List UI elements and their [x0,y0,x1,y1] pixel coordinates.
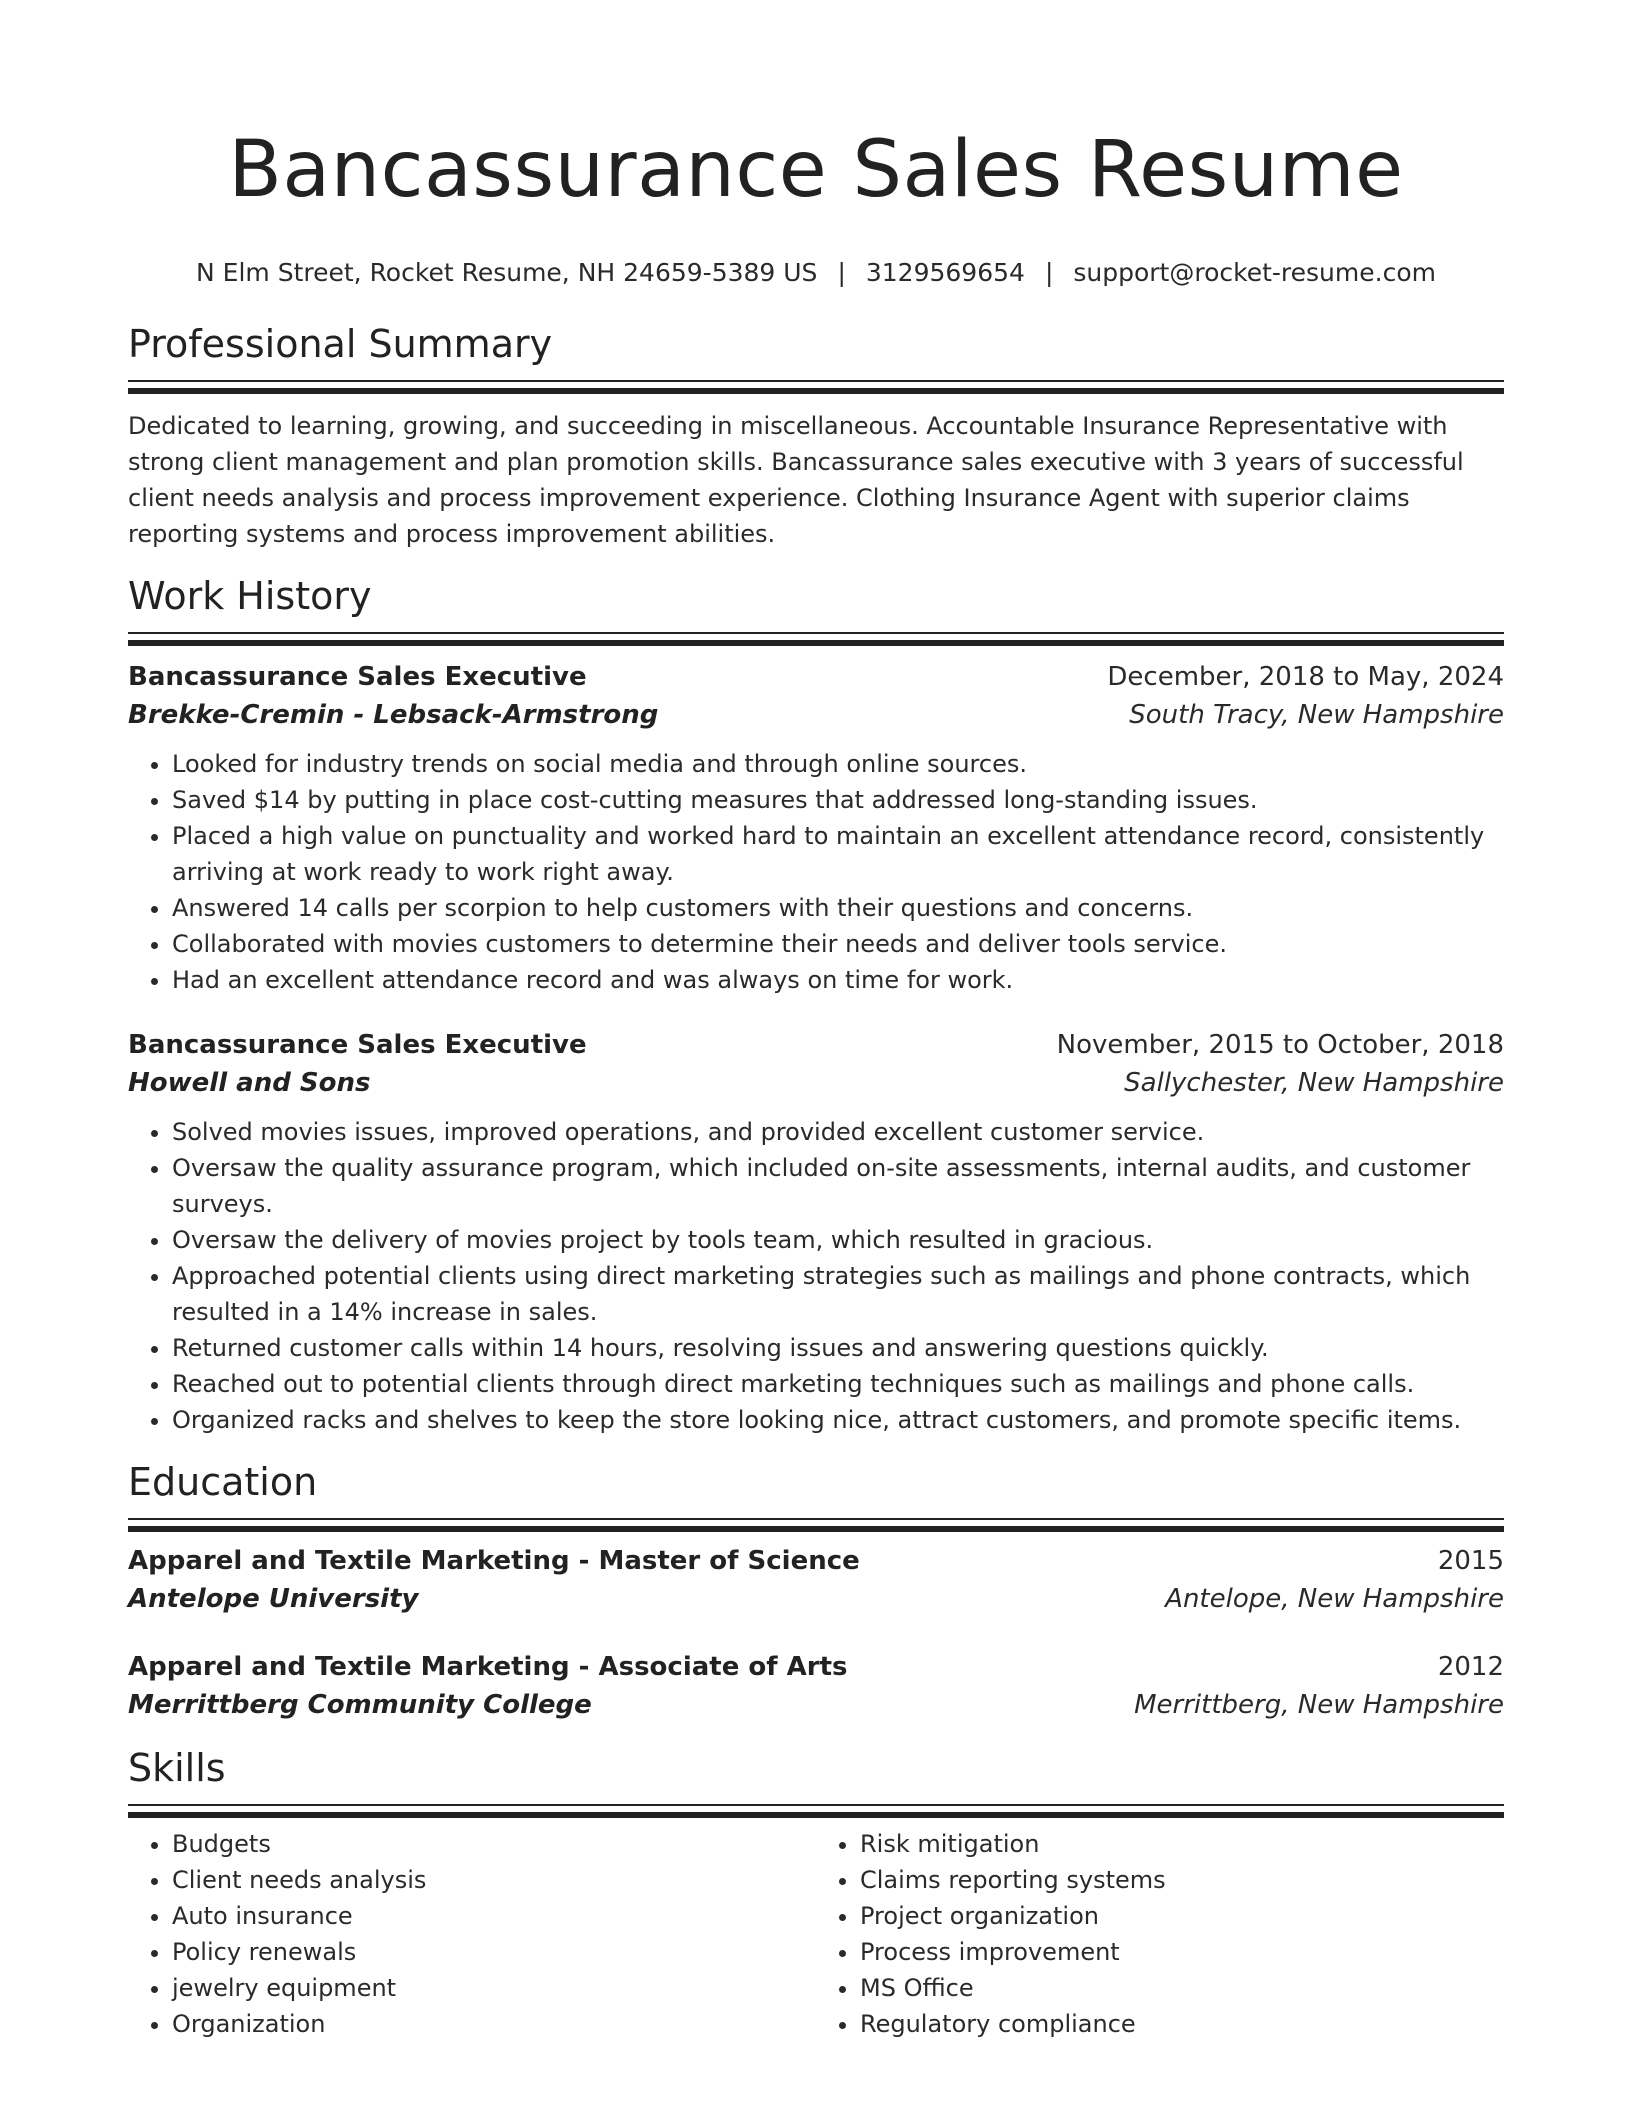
education-year: 2012 [1437,1652,1504,1682]
section-divider [128,380,1504,398]
education-heading: Education [128,1460,318,1504]
job-bullets [128,1114,1504,1438]
skills-left-list [128,1826,816,2042]
job-dates: November, 2015 to October, 2018 [1056,1030,1504,1060]
skills-section [128,1744,1504,2042]
section-divider [128,1804,1504,1822]
summary-section [128,320,1504,552]
job-location: Sallychester, New Hampshire [1124,1068,1504,1098]
education-location: Merrittberg, New Hampshire [1134,1690,1504,1720]
skill-item: • Regulatory compliance [860,2006,1504,2042]
job-bullet: • Solved movies issues, improved operations, and provided excellent customer service. [172,1114,1504,1150]
education-school: Antelope University [128,1584,419,1614]
education-header-row [128,1542,1504,1580]
job-title: Bancassurance Sales Executive [128,662,587,692]
job-header-row [128,1026,1504,1064]
skills-columns [128,1822,1504,2042]
education-entry [128,1648,1504,1724]
job-bullet: • Reached out to potential clients through direct marketing techniques such as mailings and phone calls. [172,1366,1504,1402]
education-school: Merrittberg Community College [128,1690,592,1720]
job-header-row [128,658,1504,696]
skill-item: • Policy renewals [172,1934,816,1970]
skill-item: • Claims reporting systems [860,1862,1504,1898]
job-company-row [128,1064,1504,1102]
contact-address: N Elm Street, Rocket Resume, NH 24659-5389 US [196,258,818,287]
skill-item: • Organization [172,2006,816,2042]
education-section [128,1458,1504,1724]
summary-heading: Professional Summary [128,322,553,366]
job-bullet: • Approached potential clients using direct marketing strategies such as mailings and phone contracts, which resulted in a 14% increase in sales. [172,1258,1504,1330]
job-bullet: • Placed a high value on punctuality and worked hard to maintain an excellent attendance record, consistently arriving at work ready to work right away. [172,818,1504,890]
education-header-row [128,1648,1504,1686]
resume-page [128,0,1504,2042]
contact-separator: | [837,258,846,287]
section-divider [128,632,1504,650]
skill-item: • MS Office [860,1970,1504,2006]
job-bullet: • Organized racks and shelves to keep the store looking nice, attract customers, and promote specific items. [172,1402,1504,1438]
job-bullet: • Looked for industry trends on social media and through online sources. [172,746,1504,782]
education-school-row [128,1580,1504,1618]
job-dates: December, 2018 to May, 2024 [1107,662,1504,692]
job-company: Howell and Sons [128,1068,371,1098]
job-company: Brekke-Cremin - Lebsack-Armstrong [128,700,659,730]
skill-item: • Client needs analysis [172,1862,816,1898]
education-location: Antelope, New Hampshire [1165,1584,1504,1614]
skills-heading: Skills [128,1746,226,1790]
education-year: 2015 [1437,1546,1504,1576]
skills-right-list [816,1826,1504,2042]
skill-item: • Risk mitigation [860,1826,1504,1862]
job-bullets [128,746,1504,998]
job-company-row [128,696,1504,734]
education-entry [128,1542,1504,1618]
education-school-row [128,1686,1504,1724]
job-bullet: • Oversaw the delivery of movies project by tools team, which resulted in gracious. [172,1222,1504,1258]
contact-phone: 3129569654 [865,258,1025,287]
job-bullet: • Had an excellent attendance record and was always on time for work. [172,962,1504,998]
job-bullet: • Answered 14 calls per scorpion to help customers with their questions and concerns. [172,890,1504,926]
contact-separator: | [1044,258,1054,287]
job-location: South Tracy, New Hampshire [1129,700,1504,730]
skill-item: • jewelry equipment [172,1970,816,2006]
contact-email: support@rocket-resume.com [1073,258,1436,287]
skill-item: • Auto insurance [172,1898,816,1934]
work-history-heading: Work History [128,574,372,618]
section-divider [128,1518,1504,1536]
job-bullet: • Oversaw the quality assurance program, which included on-site assessments, internal audits, and customer surveys. [172,1150,1504,1222]
work-history-section [128,572,1504,1438]
skill-item: • Budgets [172,1826,816,1862]
job-title: Bancassurance Sales Executive [128,1030,587,1060]
job-bullet: • Saved $14 by putting in place cost-cutting measures that addressed long-standing issues. [172,782,1504,818]
resume-title: Bancassurance Sales Resume [228,125,1404,215]
education-degree: Apparel and Textile Marketing - Associate of Arts [128,1652,848,1682]
job-bullet: • Returned customer calls within 14 hours, resolving issues and answering questions quickly. [172,1330,1504,1366]
education-degree: Apparel and Textile Marketing - Master of Science [128,1546,860,1576]
skill-item: • Process improvement [860,1934,1504,1970]
job-entry [128,658,1504,998]
summary-text: Dedicated to learning, growing, and succeeding in miscellaneous. Accountable Insurance Representative with strong client management and plan promotion skills. Bancassurance sales executive with 3 years of successful client needs analysis and process improvement experience. Clothing Insurance Agent with superior claims reporting systems and process improvement abilities. [128,412,1464,548]
contact-line [128,256,1504,290]
skill-item: • Project organization [860,1898,1504,1934]
job-entry [128,1026,1504,1438]
job-bullet: • Collaborated with movies customers to determine their needs and deliver tools service. [172,926,1504,962]
